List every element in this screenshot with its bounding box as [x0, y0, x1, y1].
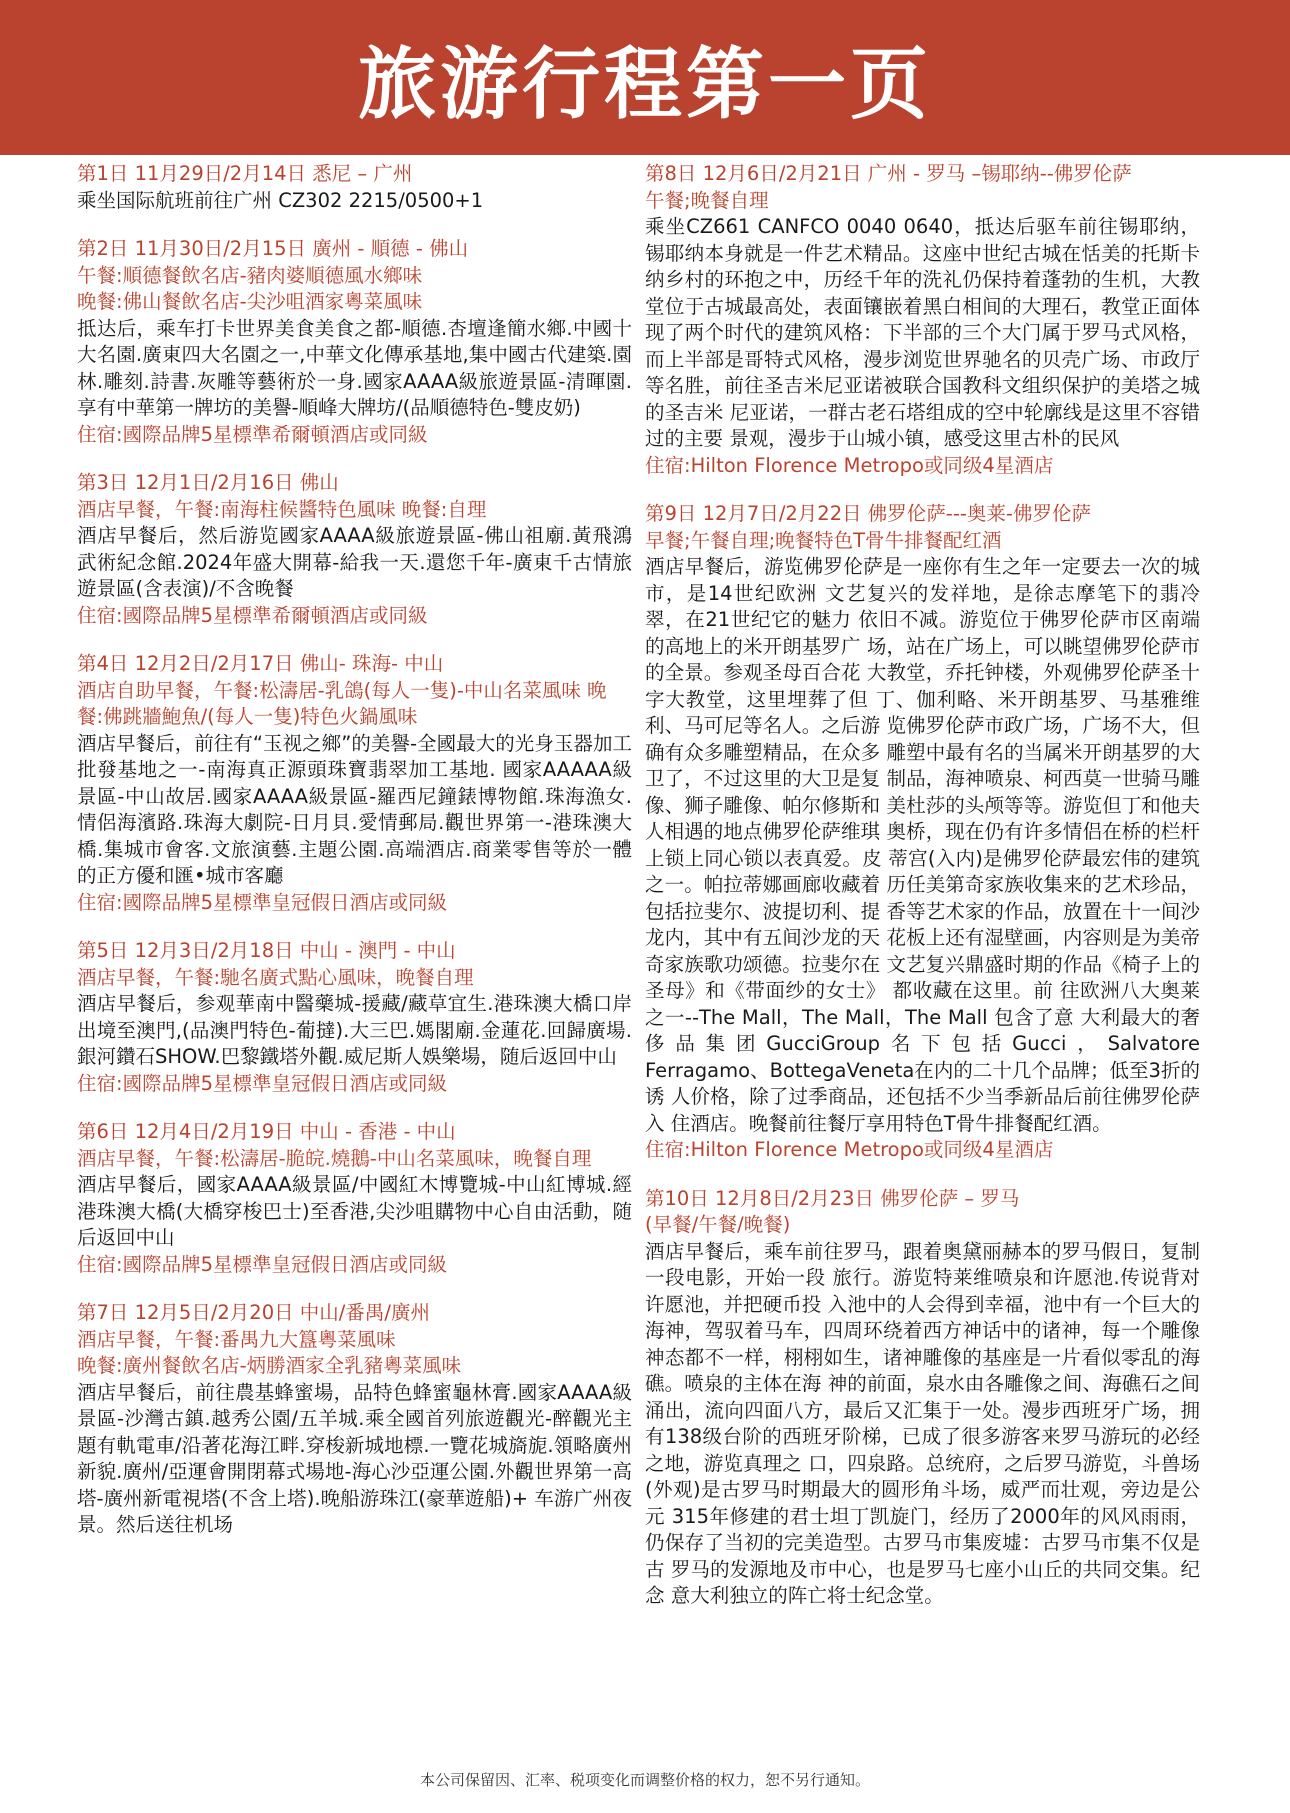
day-meal: 酒店早餐，午餐:馳名廣式點心風味，晚餐自理 [77, 965, 474, 989]
footer-disclaimer: 本公司保留因、汇率、税项变化而调整价格的权力，恕不另行通知。 [419, 1771, 870, 1789]
itinerary-columns [0, 155, 1290, 1755]
day-meal: 酒店自助早餐，午餐:松濤居-乳鴿(每人一隻)-中山名菜風味 晚餐:佛跳牆鮑魚/(每人一隻)特色火鍋風味 [77, 678, 607, 728]
day-3 [77, 470, 632, 629]
day-title: 第2日 11月30日/2月15日 廣州 - 順德 - 佛山 [77, 237, 469, 260]
day-meal: 午餐;晚餐自理 [645, 188, 769, 212]
day-body: 乘坐CZ661 CANFCO 0040 0640，抵达后驱车前往锡耶纳，锡耶纳本身就是一件艺术精品。这座中世纪古城在恬美的托斯卡纳乡村的环抱之中，历经千年的洗礼仍保持着蓬勃的生机，大教堂位于古城最高处，表面镶嵌着黑白相间的大理石，教堂正面体现了两个时代的建筑风格：下半部的三个大门属于罗马式风格，而上半部是哥特式风格，漫步浏览世界驰名的贝壳广场、市政厅等名胜，前往圣吉米尼亚诺被联合国教科文组织保护的美塔之城的圣吉米 尼亚诺，一群古老石塔组成的空中轮廓线是这里不容错过的主要 景观，漫步于山城小镇，感受这里古朴的民风 [645, 215, 1200, 450]
day-title: 第3日 12月1日/2月16日 佛山 [77, 471, 339, 494]
day-body: 酒店早餐后，國家AAAA級景區/中國紅木博覽城-中山紅博城.經港珠澳大橋(大橋穿梭巴士)至香港,尖沙咀購物中心自由活動，随后返回中山 [77, 1173, 632, 1249]
day-meal: 酒店早餐，午餐:松濤居-脆皖.燒鵝-中山名菜風味，晚餐自理 [77, 1146, 592, 1170]
day-hotel: 住宿:Hilton Florence Metropo或同级4星酒店 [645, 1138, 1054, 1161]
day-body: 酒店早餐后，前往有“玉视之鄉”的美譽-全國最大的光身玉器加工批發基地之一-南海真正源頭珠寶翡翠加工基地. 國家AAAAA級景區-中山故居.國家AAAA級景區-羅西尼鐘錶博物館.珠海漁女.情侶海濱路.珠海大劇院-日月貝.愛情郵局.觀世界第一-港珠澳大橋.集城市會客.文旅演藝.主題公園.高端酒店.商業零售等於一體的正方優和匯•城市客廳 [77, 731, 632, 887]
right-column [645, 161, 1200, 1632]
day-7 [77, 1300, 632, 1539]
day-6 [77, 1119, 632, 1278]
day-10 [645, 1186, 1200, 1610]
page-title: 旅游行程第一页 [357, 39, 932, 130]
day-hotel: 住宿:國際品牌5星標準皇冠假日酒店或同級 [77, 1071, 447, 1095]
day-title: 第6日 12月4日/2月19日 中山 - 香港 - 中山 [77, 1120, 456, 1143]
day-title: 第8日 12月6日/2月21日 广州 - 罗马 –锡耶纳--佛罗伦萨 [645, 162, 1132, 185]
day-body: 酒店早餐后，参观華南中醫藥城-援藏/藏草宜生.港珠澳大橋口岸出境至澳門,(品澳門特色-葡撻).大三巴.媽閣廟.金蓮花.回歸廣場.銀河鑽石SHOW.巴黎鐵塔外觀.威尼斯人娛樂場，随后返回中山 [77, 992, 632, 1068]
page-header [0, 0, 1290, 155]
day-body: 酒店早餐后，然后游览國家AAAA級旅遊景區-佛山祖廟.黃飛鴻武術紀念館.2024年盛大開幕-給我一天.還您千年-廣東千古情旅遊景區(含表演)/不含晚餐 [77, 524, 632, 600]
day-meal: 晚餐:廣州餐飲名店-炳勝酒家全乳豬粵菜風味 [77, 1354, 462, 1377]
day-meal: 晚餐:佛山餐飲名店-尖沙咀酒家粵菜風味 [77, 290, 423, 313]
day-meal: 午餐:順德餐飲名店-豬肉婆順德風水鄉味 [77, 263, 423, 287]
day-title: 第10日 12月8日/2月23日 佛罗伦萨 – 罗马 [645, 1186, 1020, 1210]
day-title: 第1日 11月29日/2月14日 悉尼 – 广州 [77, 162, 413, 185]
day-hotel: 住宿:國際品牌5星標準希爾頓酒店或同級 [77, 603, 428, 627]
day-hotel: 住宿:國際品牌5星標準皇冠假日酒店或同級 [77, 890, 447, 914]
day-meal: (早餐/午餐/晚餐) [645, 1213, 791, 1236]
day-title: 第4日 12月2日/2月17日 佛山- 珠海- 中山 [77, 652, 444, 675]
day-1 [77, 161, 632, 214]
day-body: 乘坐国际航班前往广州 CZ302 2215/0500+1 [77, 188, 484, 212]
day-body: 酒店早餐后，游览佛罗伦萨是一座你有生之年一定要去一次的城市，是14世纪欧洲 文艺复兴的发祥地，是徐志摩笔下的翡冷翠，在21世纪它的魅力 依旧不减。游览位于佛罗伦萨市区南端的高地上的米开朗基罗广 场，站在广场上，可以眺望佛罗伦萨市的全景。参观圣母百合花 大教堂，乔托钟楼，外观佛罗伦萨圣十字大教堂，这里埋葬了但 丁、伽利略、米开朗基罗、马基雅维利、马可尼等名人。之后游 览佛罗伦萨市政广场，广场不大，但确有众多雕塑精品，在众多 雕塑中最有名的当属米开朗基罗的大卫了，不过这里的大卫是复 制品，海神喷泉、柯西莫一世骑马雕像、狮子雕像、帕尔修斯和 美杜莎的头颅等等。游览但丁和他夫人相遇的地点佛罗伦萨维琪 奥桥，现在仍有许多情侣在桥的栏杆上锁上同心锁以表真爱。皮 蒂宫(入内)是佛罗伦萨最宏伟的建筑之一。帕拉蒂娜画廊收藏着 历任美第奇家族收集来的艺术珍品，包括拉斐尔、波提切利、提 香等艺术家的作品，放置在十一间沙龙内，其中有五间沙龙的天 花板上还有湿壁画，内容则是为美帝奇家族歌功颂德。拉斐尔在 文艺复兴鼎盛时期的作品《椅子上的圣母》和《带面纱的女士》 都收藏在这里。前 往欧洲八大奥莱之一--The Mall，The Mall，The Mall 包含了意 大利最大的奢侈品集团GucciGroup名下包括Gucci，Salvatore Ferragamo、BottegaVeneta在内的二十几个品牌；低至3折的诱 人价格，除了过季商品，还包括不少当季新品后前往佛罗伦萨入 住酒店。晚餐前往餐厅享用特色T骨牛排餐配红酒。 [645, 555, 1200, 1135]
day-title: 第7日 12月5日/2月20日 中山/番禺/廣州 [77, 1301, 430, 1324]
day-title: 第9日 12月7日/2月22日 佛罗伦萨---奥莱-佛罗伦萨 [645, 502, 1091, 525]
day-body: 酒店早餐后，乘车前往罗马，跟着奥黛丽赫本的罗马假日，复制一段电影，开始一段 旅行。游览特莱维喷泉和许愿池.传说背对许愿池，并把硬币投 入池中的人会得到幸福，池中有一个巨大的海神，驾驭着马车，四周环绕着西方神话中的诸神，每一个雕像神态都不一样，栩栩如生，诸神雕像的基座是一片看似零乱的海礁。喷泉的主体在海 神的前面，泉水由各雕像之间、海礁石之间涌出，流向四面八方，最后又汇集于一处。漫步西班牙广场，拥有138级台阶的西班牙阶梯，已成了很多游客来罗马游玩的必经之地，游览真理之 口，四泉路。总统府，之后罗马游览，斗兽场(外观)是古罗马时期最大的圆形角斗场，威严而壮观，旁边是公元 315年修建的君士坦丁凯旋门，经历了2000年的风风雨雨，仍保存了当初的完美造型。古罗马市集废墟：古罗马市集不仅是古 罗马的发源地及市中心，也是罗马七座小山丘的共同交集。纪念 意大利独立的阵亡将士纪念堂。 [645, 1239, 1200, 1607]
day-9 [645, 501, 1200, 1164]
day-2 [77, 236, 632, 448]
day-hotel: 住宿:國際品牌5星標準皇冠假日酒店或同級 [77, 1252, 447, 1276]
day-hotel: 住宿:國際品牌5星標準希爾頓酒店或同級 [77, 422, 428, 446]
day-meal: 酒店早餐，午餐:番禺九大簋粵菜風味 [77, 1327, 396, 1351]
day-8 [645, 161, 1200, 479]
day-4 [77, 651, 632, 916]
day-title: 第5日 12月3日/2月18日 中山 - 澳門 - 中山 [77, 939, 456, 962]
day-hotel: 住宿:Hilton Florence Metropo或同级4星酒店 [645, 453, 1054, 477]
left-column [77, 161, 632, 1561]
day-5 [77, 938, 632, 1097]
day-meal: 早餐;午餐自理;晚餐特色T骨牛排餐配红酒 [645, 528, 1002, 552]
day-body: 抵达后，乘车打卡世界美食美食之都-順德.杏壇逢簡水鄉.中國十大名園.廣東四大名園之一,中華文化傳承基地,集中國古代建築.園林.雕刻.詩書.灰雕等藝術於一身.國家AAAA級旅遊景區-清暉園.享有中華第一牌坊的美譽-順峰大牌坊/(品順德特色-雙皮奶) [77, 316, 632, 419]
day-meal: 酒店早餐，午餐:南海柱候醬特色風味 晚餐:自理 [77, 497, 487, 521]
day-body: 酒店早餐后，前往農基蜂蜜場，品特色蜂蜜龜林膏.國家AAAA級景區-沙灣古鎮.越秀公園/五羊城.乘全國首列旅遊觀光-醉觀光主題有軌電車/沿著花海江畔.穿梭新城地標.一覽花城旖旎.領略廣州新貌.廣州/亞運會開閉幕式場地-海心沙亞運公園.外觀世界第一高塔-廣州新電視塔(不含上塔).晚船游珠江(豪華遊船)+ 车游广州夜景。然后送往机场 [77, 1380, 632, 1536]
